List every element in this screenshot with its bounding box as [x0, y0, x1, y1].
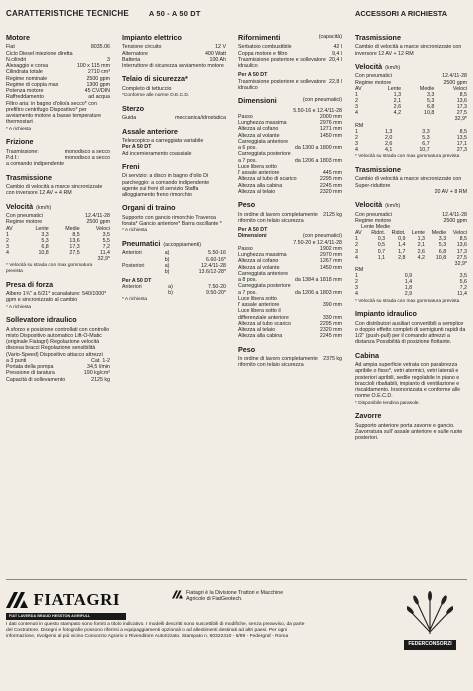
spec-value: 22,8 l: [329, 78, 342, 85]
spec-value: 42 l: [333, 44, 342, 51]
table-cell: 6,8: [438, 248, 447, 255]
table-cell: 2,8: [398, 254, 406, 261]
tyre-table: [122, 284, 226, 296]
spec-value: da 1384 a 1818 mm: [294, 277, 342, 284]
spec-value: 12 V: [215, 44, 226, 51]
table-cell: 8,5: [459, 236, 467, 243]
spec-value: 390 mm: [322, 302, 342, 309]
spec-label: Lunghezza massima: [238, 120, 287, 127]
section-title: Cabina: [355, 350, 379, 360]
table-cell: 1: [355, 92, 358, 99]
section-title: Impianto idraulico: [355, 309, 417, 319]
spec-value: 2976 mm: [319, 120, 342, 127]
table-cell: 13,5: [456, 134, 467, 141]
table-cell: 3,3: [41, 231, 49, 238]
table-row: [355, 147, 467, 153]
table-cell: 0,9: [398, 236, 406, 243]
spec-value: 1271 mm: [319, 126, 342, 133]
spec-label: Regime nominale: [6, 75, 48, 82]
spec-label: Alesaggio e corsa: [6, 63, 49, 70]
spec-label: P.d.f.:: [6, 155, 20, 162]
table-cell: 1: [355, 236, 358, 243]
table-cell: b): [164, 268, 170, 275]
table-cell: 3,5: [102, 231, 110, 238]
section-title: Dimensioni (con pneumatici): [238, 96, 342, 106]
table-cell: 3,3: [438, 236, 447, 243]
column-3: Rifornimenti (capacità) Serbatoio combustibile 42 l Coppa motore e filtro 9,4 l Trasmissione posteriore e sollevatore idraulico 20,4 l Per A 50 DT Trasmissione posteriore e sollevatore idraulico 22,8 l Dimensioni (con pneumatici) 5.50-16 e 12.4/11-28 Passo 2000 mm Lunghezza massima 2976 mm Altezza al cofano 1271 mm Altezza al volante 1450 mm Carreggiata anteriore a 6 pos. da 1300 a 1800 mm Carreggiata posteriore a 7 pos. da 1206 a 1803 mm Luce libera sotto l' assale anteriore 445 mm Altezza al tubo di scarico 2295 mm Altezza alla cabina 2245 mm Altezza al telaio 2320 mm Peso In ordine di lavoro completamente rifornito con telaio sicurezza 2125 kg Per A 50 DT Dimensioni (con pneumatici) 7.50-20 e 12.4/11-28 Passo 1902 mm Lunghezza massima 2970 mm Altezza al cofano 1267 mm Altezza al volante 1450 mm Carreggiata anteriore a 8 pos. da 1384 a 1818 mm Carreggiata posteriore a 7 pos. da 1206 a 1803 mm Luce libera sotto l' assale anteriore 390 mm Luce libera sotto il differenziale anteriore 330 mm Altezza al tubo scarico 2295 mm Altezza al telaio 2320 mm Altezza alla cabina 2245 mm Peso In ordine di lavoro completamente rifornito con telaio sicurezza 2375 kg: [238, 33, 342, 369]
table-cell: 1,3: [393, 92, 402, 99]
table-cell: 4: [355, 147, 358, 154]
table-cell: [122, 290, 168, 296]
spec-label: Carreggiata anteriore: [238, 270, 289, 277]
table-cell: 1,4: [398, 242, 406, 249]
spec-value: 2500 gpm: [86, 75, 110, 82]
spec-value: 8035.06: [90, 44, 110, 51]
section-title: Velocità (km/h): [355, 200, 401, 210]
footer: [0, 580, 473, 691]
table-cell: 6,8: [41, 243, 49, 250]
table-cell: 17,1: [456, 141, 467, 148]
table-cell: 2: [355, 242, 358, 249]
spec-row: [238, 57, 342, 70]
spec-label: Altezza al telaio: [238, 188, 276, 195]
table-header: AV: [6, 225, 13, 232]
spec-label: Potenza motore: [6, 88, 44, 95]
section-title: Impianto elettrico: [122, 33, 182, 42]
table-cell: 2,9: [404, 291, 413, 298]
table-cell: 13,6: [69, 237, 80, 244]
section-title: Motore: [6, 33, 30, 42]
spec-label: a 3 punti: [6, 357, 27, 364]
section-title: Sterzo: [122, 103, 144, 113]
spec-label: Guida: [122, 115, 137, 122]
section-title: Sollevatore idraulico: [6, 315, 77, 325]
table-header: Ridot.: [391, 230, 406, 237]
table-cell: 1,7: [398, 248, 406, 255]
spec-value: meccanica/idrostatica: [175, 115, 226, 122]
table-cell: 12.4/11-28: [201, 262, 226, 269]
table-cell: 2: [355, 279, 358, 286]
section-title: Assale anteriore: [122, 126, 178, 136]
spec-value: 1300 gpm: [86, 81, 110, 88]
spec-value: 2320 mm: [319, 327, 342, 334]
spec-label: Passo: [238, 113, 253, 120]
table-header: Medie: [419, 85, 435, 92]
spec-label: Lunghezza massima: [238, 252, 287, 259]
table-cell: 7.50-20: [208, 284, 226, 291]
spec-label: Altezza al tubo di scarico: [238, 176, 297, 183]
table-cell: 3: [355, 285, 358, 292]
spec-label: Altezza al cofano: [238, 126, 279, 133]
table-cell: 5,6: [459, 279, 467, 286]
section-title: Telaio di sicurezza*: [122, 74, 188, 84]
table-cell: 2,1: [393, 98, 402, 105]
table-cell: 1: [355, 273, 358, 280]
spec-row: [238, 333, 342, 339]
table-cell: 11,4: [100, 249, 110, 256]
table-cell: 6,7: [422, 141, 430, 148]
table-cell: 2,6: [393, 104, 402, 111]
spec-label: Luce libera sotto: [238, 295, 277, 302]
table-cell: 2,6: [417, 248, 425, 255]
spec-value: 2970 mm: [319, 252, 342, 259]
spec-label: Cilindrata totale: [6, 69, 43, 76]
table-cell: 6.60-16*: [205, 256, 226, 263]
table-cell: 1,1: [377, 254, 386, 261]
table-row: [355, 291, 467, 297]
section-title: Trasmissione: [6, 172, 52, 182]
table-cell: 3: [355, 141, 358, 148]
spec-label: Altezza al telaio: [238, 327, 276, 334]
spec-value: 1450 mm: [319, 132, 342, 139]
table-cell: 1: [6, 231, 9, 238]
table-header: Lente: [387, 85, 402, 92]
section-title: Frizione: [6, 137, 34, 147]
spec-value: da 1206 a 1803 mm: [294, 289, 342, 296]
speed-table: [6, 226, 110, 256]
table-cell: 7,2: [459, 285, 467, 292]
table-cell: 8,5: [459, 128, 467, 135]
table-cell: 27,5: [456, 254, 467, 261]
table-cell: 10,8: [38, 249, 49, 256]
table-cell: 1: [355, 128, 358, 135]
spec-label: Trasmissione posteriore e sollevatore idraulico: [238, 56, 326, 70]
spec-row: [122, 115, 226, 121]
spec-value: 2710 cm³: [87, 69, 110, 76]
table-cell: a): [164, 250, 170, 257]
spec-value: 34,5 l/min: [87, 364, 110, 371]
tyre-table: [122, 250, 226, 274]
table-cell: 4,2: [393, 110, 402, 117]
spec-label: Altezza al volante: [238, 264, 280, 271]
spec-value: monodisco a secco: [64, 155, 110, 162]
table-cell: 0,9: [404, 273, 413, 280]
spec-label: Alternatore: [122, 50, 148, 57]
section-title: Peso: [238, 344, 256, 354]
table-cell: 17,3: [69, 243, 80, 250]
spec-label: Carreggiata anteriore: [238, 138, 289, 145]
table-cell: 5,5: [102, 237, 110, 244]
table-cell: 1,3: [417, 236, 425, 243]
spec-value: 2295 mm: [319, 176, 342, 183]
spec-label: Coppa motore e filtro: [238, 50, 288, 57]
table-cell: 9.50-20*: [205, 290, 226, 297]
spec-label: a 7 pos.: [238, 289, 257, 296]
spec-label: Luce libera sotto il: [238, 308, 281, 315]
table-cell: 1,3: [384, 128, 393, 135]
table-cell: 2,0: [384, 134, 393, 141]
fiatagri-mark-icon: [6, 592, 28, 608]
spec-value: 445 mm: [322, 170, 342, 177]
table-cell: 13.6/12-28*: [198, 268, 226, 275]
table-cell: 4,1: [384, 147, 393, 154]
spec-value: 400 Watt: [204, 50, 226, 57]
section-title: Zavorre: [355, 411, 382, 421]
spec-list: [122, 44, 226, 63]
spec-label: Raffreddamento: [6, 94, 44, 101]
disclaimer: I dati contenuti in questo stampato sono forniti a titolo indicativo. I modelli descritti sono suscettibili di modifiche, senza preavviso, da parte del Costruttore. Disegni e fotografie possono riferirsi a equipaggiamenti opzionali o ad allestimenti destinati ad altri paesi. Per ogni informazione, rivolgersi al più vicino Consorzio Agrario o Rivenditore Autorizzato. Stampato n. 60322410 - 6/89 - Federgraf - Roma: [6, 622, 305, 640]
spec-label: differenziale anteriore: [238, 314, 289, 321]
section-title: Trasmissione: [355, 33, 401, 42]
table-header: Veloci: [452, 230, 467, 237]
table-cell: 0,7: [377, 248, 386, 255]
spec-label: Altezza al volante: [238, 132, 280, 139]
spec-value: 1267 mm: [319, 258, 342, 265]
table-cell: 5,3: [438, 242, 447, 249]
wheat-emblem-icon: [407, 590, 453, 636]
table-header: Lente: [35, 225, 49, 232]
table-cell: 3,3: [422, 128, 430, 135]
spec-label: Altezza al cofano: [238, 258, 279, 265]
spec-list: [6, 358, 110, 383]
table-cell: 27,5: [69, 249, 80, 256]
table-cell: a): [168, 284, 173, 291]
table-cell: 4: [355, 254, 358, 261]
spec-value: 2000 mm: [319, 113, 342, 120]
spec-label: Serbatoio combustibile: [238, 44, 292, 51]
spec-value: Cat. 1-2: [91, 357, 110, 364]
table-header: Medie: [65, 225, 80, 232]
spec-label: Altezza al tubo scarico: [238, 320, 291, 327]
table-header: AV: [355, 230, 362, 237]
spec-label: l' assale anteriore: [238, 302, 280, 309]
table-cell: 4,2: [417, 254, 425, 261]
table-cell: 13,6: [456, 242, 467, 249]
spec-label: Trasmissione:: [6, 148, 39, 155]
table-cell: 8,5: [459, 92, 467, 99]
table-header: Veloci: [95, 225, 110, 232]
column-1: Motore Fiat 8035.06 Ciclo Diesel iniezione diretta N.cilindri 3 Alesaggio e corsa 100 x 115 mm Cilindrata totale 2710 cm³ Regime nominale 2500 gpm Regime di coppia max 1300 gpm Potenza motore 45 CV/DIN Raffreddamento ad acqua Filtro aria: in bagno d'olio/a secco* con prefiltro centrifugo Dispositivo* per avviamento motore a basse temperature thermostart * A richiesta Frizione Trasmissione: monodisco a secco P.d.f.: monodisco a secco a comando indipendente Trasmissione Cambio di velocità a marce sincronizzate con inversore 12 AV + 4 RM Velocità (km/h) Con pneumatici 12.4/11-28 Regime motore 2500 gpm AV Lente Medie Veloci 1 3,3 8,5 3,5 2 5,3 13,6 5,5 3 6,8 17,3 7,2 4 10,8 27,5 11,4 32,9* * Velocità su strada con max gommatura prevista Presa di forza Albero 1¾" a 6/21* scanalature: 540/1000* gpm e sincronizzato al cambio * A richiesta Sollevatore idraulico A sforzo e posizione controllati con controllo misto Dispositivo automatico Lift-O-Matic (originale Fiatagri) Regolazione velocità discesa bracci Regolazione sensibilità (Vario-Speed) Dispositivo attacco attrezzi a 3 punti Cat. 1-2 Portata della pompa 34,5 l/min Pressione di taratura 190 kg/cm² Capacità di sollevamento 2125 kg: [6, 33, 110, 383]
section-title: Pneumatici (accoppiamenti): [122, 238, 202, 248]
section-title: Peso: [238, 200, 256, 210]
section-title: Organi di traino: [122, 203, 176, 213]
spec-value: 45 CV/DIN: [84, 88, 110, 95]
table-header: Veloci: [452, 85, 467, 92]
spec-label: Trasmissione posteriore e sollevatore idraulico: [238, 78, 326, 91]
table-header: Lente: [411, 230, 425, 237]
spec-label: Carreggiata posteriore: [238, 151, 291, 158]
table-cell: 10,8: [424, 110, 435, 117]
spec-label: Fiat: [6, 44, 15, 51]
spec-row: [6, 377, 110, 383]
section-title: Rifornimenti (capacità): [238, 33, 342, 42]
table-cell: 8,5: [72, 231, 80, 238]
spec-label: Altezza alla cabina: [238, 182, 283, 189]
speed-table: [355, 86, 467, 116]
table-cell: 3,5: [459, 273, 467, 280]
table-cell: 3: [355, 248, 358, 255]
spec-label: Ciclo Diesel iniezione diretta: [6, 50, 73, 57]
spec-value: 9,4 l: [331, 50, 342, 57]
spec-label: Pressione di taratura: [6, 370, 55, 377]
section-title: Velocità (km/h): [6, 201, 52, 211]
accessories-title: ACCESSORI A RICHIESTA: [355, 9, 448, 18]
spec-label: Batteria: [122, 56, 141, 63]
speed-table-rm: [355, 273, 467, 297]
table-cell: 2,1: [417, 242, 425, 249]
spec-value: 2320 mm: [319, 188, 342, 195]
table-cell: 4: [355, 110, 358, 117]
table-cell: 3: [355, 104, 358, 111]
table-header: Medie: [431, 230, 447, 237]
spec-list: [238, 79, 342, 92]
section-title: Freni: [122, 161, 140, 171]
fiatagri-logo: FIATAGRI FIAT LAVERDA BRAUD HESSTON AGRIFULL: [6, 590, 126, 620]
spec-label: a 6 pos.: [238, 145, 257, 152]
table-cell: 5.50-16: [208, 250, 226, 257]
spec-label: Capacità di sollevamento: [6, 376, 66, 383]
table-cell: Anteriori: [122, 250, 142, 257]
table-cell: 4: [355, 291, 358, 298]
spec-list: [6, 44, 110, 100]
spec-list: [238, 114, 342, 195]
spec-label: Portata della pompa: [6, 364, 54, 371]
table-cell: 2: [355, 98, 358, 105]
spec-list: [238, 44, 342, 69]
table-row: [122, 290, 226, 296]
spec-value: 330 mm: [322, 314, 342, 321]
spec-label: Carreggiata posteriore: [238, 283, 291, 290]
table-cell: 3,3: [426, 92, 435, 99]
spec-value: 2295 mm: [319, 320, 342, 327]
section-title: Trasmissione: [355, 164, 401, 174]
section-title: Presa di forza: [6, 279, 54, 289]
spec-value: 100 Ah: [209, 56, 226, 63]
spec-value: 100 x 115 mm: [76, 63, 110, 70]
table-cell: 2,6: [384, 141, 393, 148]
spec-value: 1902 mm: [319, 245, 342, 252]
spec-value: 1450 mm: [319, 264, 342, 271]
division-text: Fiatagri è la Divisione Trattori e Macchine Agricole di FiatGeotech.: [186, 590, 296, 603]
table-cell: 17,3: [456, 248, 467, 255]
spec-value: 3: [107, 56, 110, 63]
column-2: Impianto elettrico Tensione circuito 12 V Alternatore 400 Watt Batteria 100 Ah Interruttore di sicurezza avviamento motore Telaio di sicurezza* Completo di tettuccio *Conforme alle norme O.E.C.D. Sterzo Guida meccanica/idrostatica Assale anteriore Telescopico a carreggiata variabile Per A 50 DT Ad incernieramento coassiale Freni Di servizio: a disco in bagno d'olio Di parcheggio: a comando indipendente agente sui freni di servizio Staffa alloggiamento freno rimorchio Organi di traino Supporto con gancio rimorchio Traversa forata* Gancio anteriore* Barra oscillante * * A richiesta Pneumatici (accoppiamenti) Anteriori a) 5.50-16 b) 6.60-16* Posteriori a) 12.4/11-28 b) 13.6/12-28* Per A 50 DT Anteriori a) 7.50-20 b) 9.50-20* * A richiesta: [122, 33, 226, 303]
spec-list: [238, 246, 342, 340]
table-cell: b): [168, 290, 173, 297]
table-cell: 2: [6, 237, 9, 244]
table-cell: 10,8: [435, 254, 447, 261]
table-cell: 4: [6, 249, 9, 256]
federconsorzi-logo: FEDERCONSORZI: [398, 590, 462, 650]
spec-label: Regime di coppia max: [6, 81, 59, 88]
spec-value: monodisco a secco: [64, 148, 110, 155]
table-cell: 27,5: [456, 110, 467, 117]
table-header: AV: [355, 85, 362, 92]
spec-label: Passo: [238, 245, 253, 252]
table-header: Ridot.: [371, 230, 386, 237]
table-cell: b): [164, 256, 170, 263]
page-title: CARATTERISTICHE TECNICHE A 50 - A 50 DT: [6, 9, 201, 18]
table-cell: 1,4: [404, 279, 413, 286]
spec-label: Luce libera sotto: [238, 163, 277, 170]
table-cell: 17,3: [456, 104, 467, 111]
table-cell: 13,6: [456, 98, 467, 105]
spec-value: da 1206 a 1803 mm: [294, 157, 342, 164]
spec-value: 2245 mm: [319, 333, 342, 340]
spec-value: 2125 kg: [91, 376, 110, 383]
spec-label: Altezza alla cabina: [238, 333, 283, 340]
table-cell: Posteriori: [122, 262, 145, 269]
table-cell: 6,8: [426, 104, 435, 111]
spec-value: 2245 mm: [319, 182, 342, 189]
spec-label: a 7 pos.: [238, 157, 257, 164]
table-cell: 2: [355, 134, 358, 141]
spec-value: 190 kg/cm²: [83, 370, 110, 377]
table-cell: 1,8: [404, 285, 413, 292]
spec-row: [238, 189, 342, 195]
model-title: A 50 - A 50 DT: [148, 9, 201, 18]
table-cell: 0,3: [377, 236, 386, 243]
table-cell: a): [164, 262, 170, 269]
spec-row: [238, 79, 342, 92]
fiatagri-small-mark-icon: [172, 590, 183, 599]
table-cell: 11,4: [457, 291, 467, 298]
spec-value: da 1300 a 1800 mm: [294, 145, 342, 152]
table-cell: 3: [6, 243, 9, 250]
table-cell: 27,3: [456, 147, 467, 154]
spec-list: [6, 149, 110, 162]
spec-value: ad acqua: [88, 94, 110, 101]
spec-label: N.cilindri: [6, 56, 27, 63]
table-cell: 0,5: [377, 242, 386, 249]
table-cell: 10,7: [419, 147, 430, 154]
spec-list: [122, 115, 226, 121]
spec-label: l' assale anteriore: [238, 170, 280, 177]
table-cell: 7,2: [102, 243, 110, 250]
speed-table-rm: [355, 129, 467, 153]
table-cell: 5,3: [422, 134, 430, 141]
spec-label: Tensione circuito: [122, 44, 162, 51]
table-cell: Anteriori: [122, 284, 142, 291]
speed-table: [355, 230, 467, 260]
table-cell: 5,3: [41, 237, 49, 244]
table-cell: 5,3: [426, 98, 435, 105]
section-title: Velocità (km/h): [355, 61, 401, 71]
spec-value: 20,4 l: [329, 56, 342, 63]
column-4: ACCESSORI A RICHIESTA Trasmissione Cambio di velocità a marce sincronizzate con inversore 12 AV + 12 RM Velocità (km/h) Con pneumatici 12.4/11-28 Regime motore 2500 gpm AV Lente Medie Veloci 1 1,3 3,3 8,5 2 2,1 5,3 13,6 3 2,6 6,8 17,3 4 4,2 10,8 27,5 32,9* RM 1 1,3 3,3 8,5 2 2,0 5,3 13,5 3 2,6 6,7 17,1 4 4,1 10,7 27,3 * Velocità su strada con max gommatura prevista Trasmissione Cambio di velocità a marce sincronizzate con Super-riduttore 20 AV + 8 RM Velocità (km/h) Con pneumatici 12.4/11-28 Regime motore 2500 gpm Lente Medie AV Ridot. Ridot. Lente Medie Veloci 1 0,3 0,9 1,3 3,3 8,5 2 0,5 1,4 2,1 5,3 13,6 3 0,7 1,7 2,6 6,8 17,3 4 1,1 2,8 4,2 10,8 27,5 32,9* RM 1 0,9 3,5 2 1,4 5,6 3 1,8 7,2 4 2,9 11,4 * Velocità su strada con max gommatura prevista Impianto idraulico Con distributori ausiliari convertibili a semplice o doppio effetto completi di semigiunti rapidi da 1/2" (push-pull) per il comando attrezzi a distanza Possibilità di posizione flottante. Cabina Ad ampia superficie vetrata con parabrezza apribile o fisso*, vetri atermici, vetri laterali e posteriori apribili, sedile regolabile in piano e braccioli ribaltabili, impianto di ventilazione e riscaldamento. Insonorizzata e conforme alle norme O.E.C.D. * Disponibile tendina parasole. Zavorre Supporto anteriore porta zavorre e gancio. Zavorratura sull' assale anteriore e sulle ruote posteriori.: [355, 9, 467, 442]
spec-label: a 8 pos.: [238, 277, 257, 284]
